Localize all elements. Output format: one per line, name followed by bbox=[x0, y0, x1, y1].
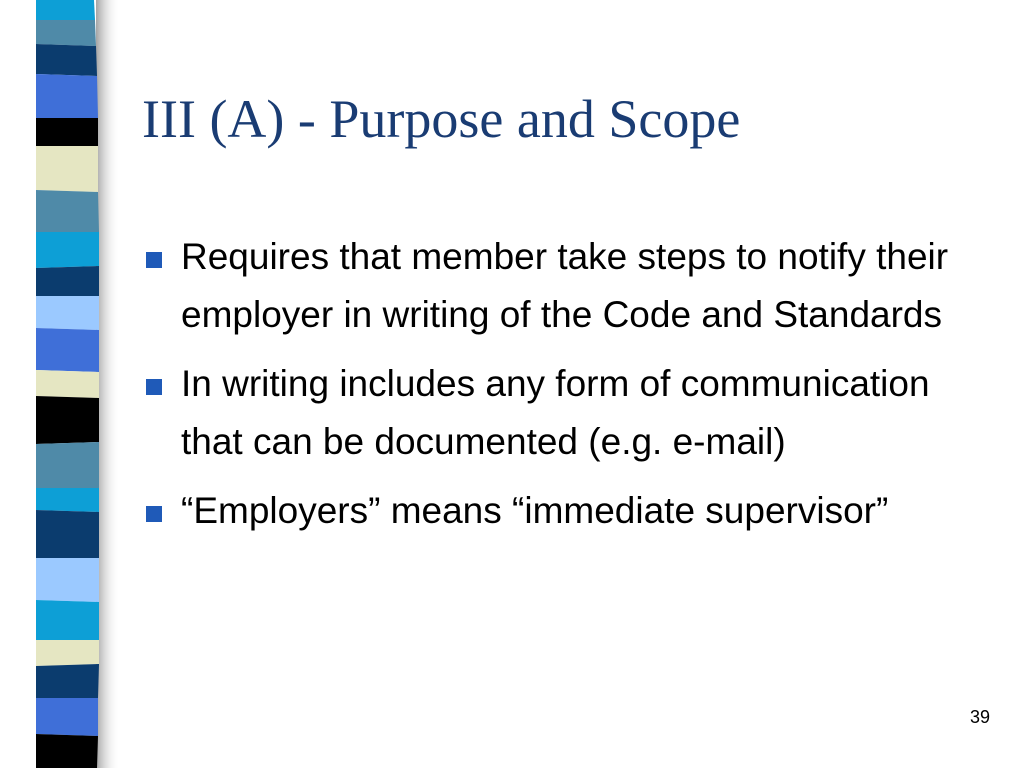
bullet-list bbox=[140, 228, 1000, 551]
bullet-item bbox=[140, 482, 1000, 540]
square-bullet-icon bbox=[146, 379, 162, 395]
stripe-pattern-graphic bbox=[0, 0, 120, 768]
slide-title: III (A) - Purpose and Scope bbox=[142, 89, 741, 149]
bullet-text: “Employers” means “immediate supervisor” bbox=[181, 490, 889, 531]
square-bullet-icon bbox=[146, 506, 162, 522]
bullet-item bbox=[140, 355, 1000, 471]
bullet-text: Requires that member take steps to notify their employer in writing of the Code and Standards bbox=[181, 236, 949, 335]
square-bullet-icon bbox=[146, 252, 162, 268]
bullet-item bbox=[140, 228, 1000, 344]
page-number: 39 bbox=[969, 707, 990, 727]
decorative-stripe-column bbox=[0, 0, 120, 768]
bullet-text: In writing includes any form of communication that can be documented (e.g. e-mail) bbox=[181, 363, 930, 462]
